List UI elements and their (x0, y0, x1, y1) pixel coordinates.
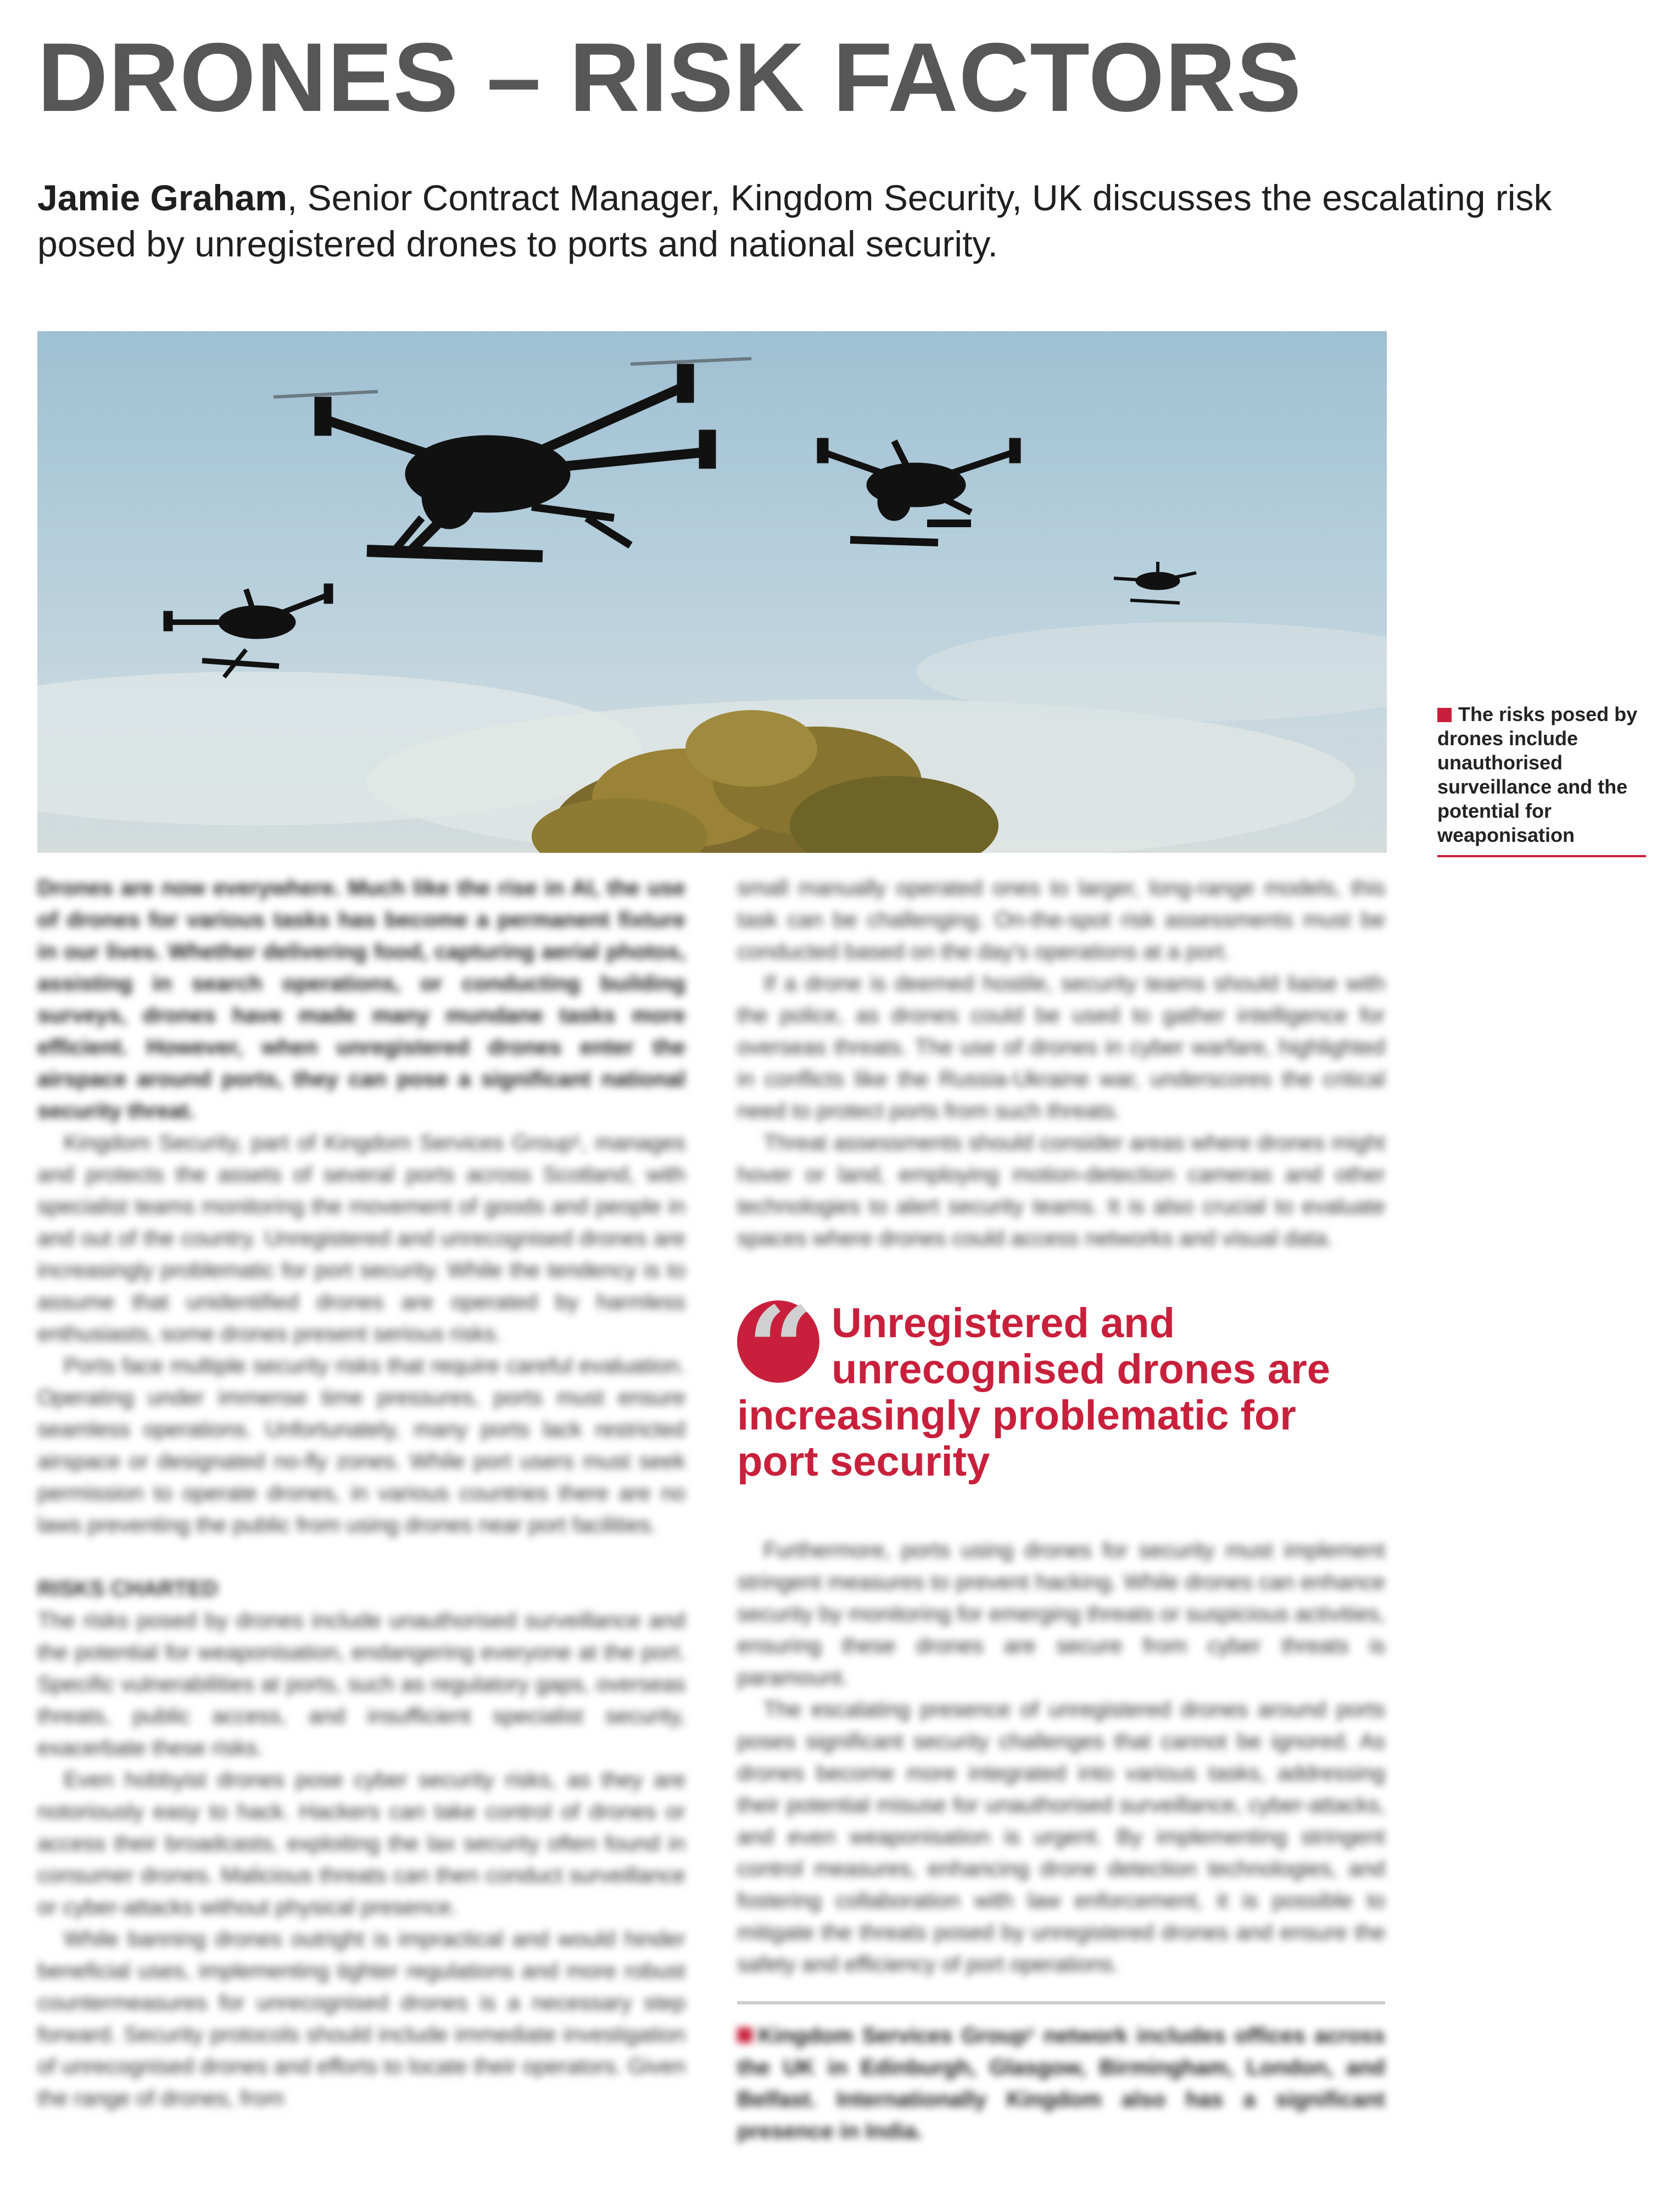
author-name: Jamie Graham (37, 177, 287, 218)
pull-quote-rest: increasingly problematic for port security (737, 1392, 1296, 1485)
quote-mark-icon: “ (737, 1300, 819, 1383)
drone-medium (817, 438, 1020, 543)
pull-quote-line-1: Unregistered and (832, 1300, 1175, 1347)
drone-large (274, 359, 751, 556)
pull-quote-line-2: unrecognised drones are (832, 1346, 1331, 1393)
standfirst (37, 175, 1630, 267)
article-title: DRONES – RISK FACTORS (37, 23, 1302, 132)
drones-illustration (37, 331, 1387, 853)
red-square-icon (1437, 708, 1452, 722)
pull-quote (737, 1281, 1385, 1485)
body-paragraph: The escalating presence of unregistered drones around ports poses significant security challenges that cannot be ignored. As drones become more integrated into various tasks, addressing their potential misuse for unauthorised surveillance, cyber-attacks, and even weaponisation is urgent. By implementing stringent control measures, enhancing drone detection technologies, and fostering collaboration with law enforcement, it is possible to mitigate the threats posed by unregistered drones and ensure the safety and efficiency of port operations. (737, 1697, 1385, 1976)
body-paragraph: Even hobbyist drones pose cyber security risks, as they are notoriously easy to hack. Hackers can take control of drones or access their broadcasts, exploiting the lax security often found in consumer drones. Malicious threats can then conduct surveillance or cyber-attacks without physical presence. (37, 1768, 685, 1919)
drone-far (1114, 562, 1196, 603)
body-paragraph: small manually operated ones to larger, long-range models, this task can be challenging. On-the-spot risk assessments must be conducted based on the day's operations at a port. (737, 876, 1385, 964)
left-column (37, 872, 685, 2114)
body-paragraph: Furthermore, ports using drones for security must implement stringent measures to prevent hacking. While drones can enhance security by monitoring for emerging threats or suspicious activities, ensuring these drones are secure from cyber threats is paramount. (737, 1538, 1385, 1690)
section-subhead: RISKS CHARTED (37, 1577, 218, 1601)
body-paragraph: Threat assessments should consider areas where drones might hover or land, employing motion-detection cameras and other technologies to alert security teams. It is also crucial to evaluate spaces where drones could access networks and visual data. (737, 1131, 1385, 1250)
standfirst-text: , Senior Contract Manager, Kingdom Security, UK discusses the escalating risk posed by unregistered drones to ports and national security. (37, 177, 1552, 264)
footnote-text: Kingdom Services Group¹ network includes offices across the UK in Edinburgh, Glasgow, Birmingham, London, and Belfast. Internationally Kingdom also has a significant presence in India. (737, 2024, 1385, 2143)
drone-small-left (164, 584, 333, 677)
body-paragraph: If a drone is deemed hostile, security teams should liaise with the police, as drones could be used to gather intelligence for overseas threats. The use of drones in cyber warfare, highlighted in conflicts like the Russia-Ukraine war, underscores the critical need to protect ports from such threats. (737, 971, 1385, 1123)
lede-paragraph: Drones are now everywhere. Much like the rise in AI, the use of drones for various tasks has become a permanent fixture in our lives. Whether delivering food, capturing aerial photos, assisting in search operations, or conducting building surveys, drones have made many mundane tasks more efficient. However, when unregistered drones enter the airspace around ports, they can pose a significant national security threat. (37, 876, 685, 1123)
body-paragraph: Kingdom Security, part of Kingdom Services Group¹, manages and protects the assets of several ports across Scotland, with specialist teams monitoring the movement of goods and people in and out of the country. Unregistered and unrecognised drones are increasingly problematic for port security. While the tendency is to assume that unidentified drones are operated by harmless enthusiasts, some drones present serious risks. (37, 1131, 685, 1346)
drones-photo (37, 331, 1387, 853)
body-paragraph: The risks posed by drones include unauthorised surveillance and the potential for weaponisation, endangering everyone at the port. Specific vulnerabilities at ports, such as regulatory gaps, overseas threats, public access, and insufficient specialist security, exacerbate these risks. (37, 1608, 685, 1760)
body-paragraph: While banning drones outright is impractical and would hinder beneficial uses, implementing tighter regulations and more robust countermeasures for unrecognised drones is a necessary step forward. Security protocols should include immediate investigation of unrecognised drones and efforts to locate their operators. Given the range of drones, from (37, 1927, 685, 2110)
right-column (737, 872, 1385, 2147)
footnote-divider (737, 2001, 1385, 2147)
body-paragraph: Ports face multiple security risks that require careful evaluation. Operating under immense time pressures, ports must ensure seamless operations. Unfortunately, many ports lack restricted airspace or designated no-fly zones. While port users must seek permission to operate drones, in various countries there are no laws preventing the public from using drones near port facilities. (37, 1354, 685, 1537)
caption-text: The risks posed by drones include unauthorised surveillance and the potential for weaponisation (1437, 703, 1638, 846)
photo-caption (1437, 702, 1646, 857)
red-square-icon (737, 2027, 752, 2043)
footnote (737, 2020, 1385, 2147)
